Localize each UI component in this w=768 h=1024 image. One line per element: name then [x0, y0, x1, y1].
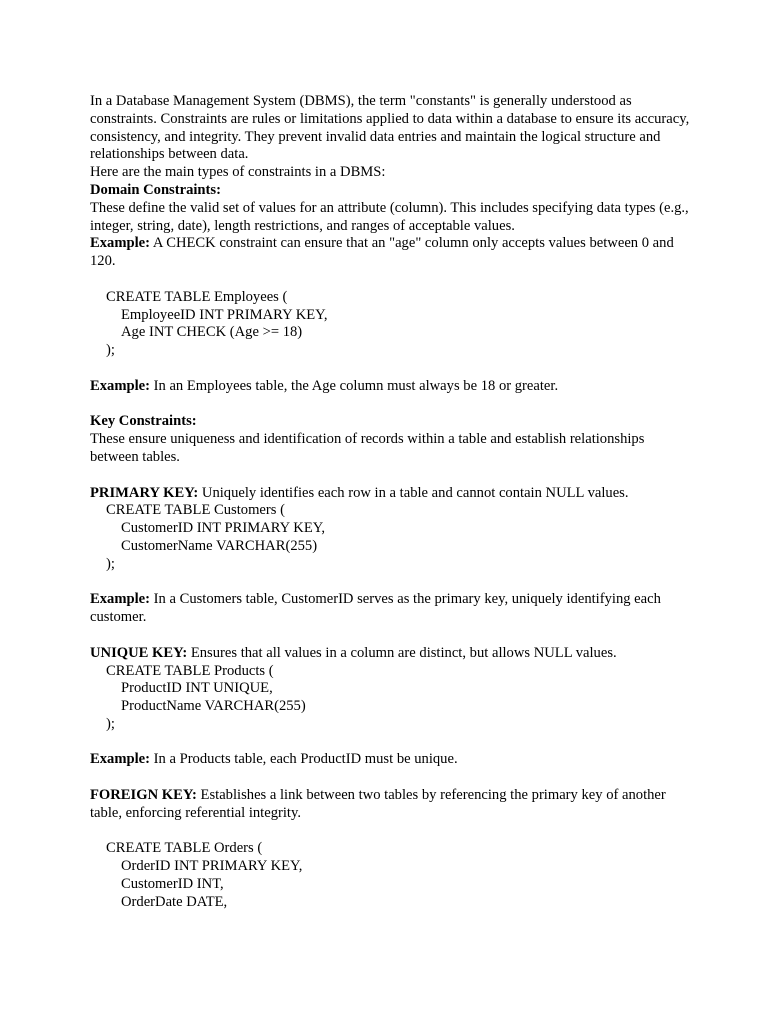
- example-text: In a Customers table, CustomerID serves as the primary key, uniquely identifying each customer.: [90, 591, 661, 626]
- key-constraints-heading: [90, 413, 690, 431]
- code-line: EmployeeID INT PRIMARY KEY,: [121, 306, 328, 323]
- primary-key-definition: [90, 485, 690, 503]
- primary-key-text: Uniquely identifies each row in a table and cannot contain NULL values.: [198, 484, 629, 501]
- example-text: In an Employees table, the Age column must always be 18 or greater.: [150, 377, 559, 394]
- example-text: A CHECK constraint can ensure that an "age" column only accepts values between 0 and 120.: [90, 235, 674, 270]
- constraint-types-intro: Here are the main types of constraints in a DBMS:: [90, 164, 386, 181]
- code-line: CREATE TABLE Customers (: [106, 502, 285, 519]
- code-line: );: [106, 715, 115, 732]
- code-line: CustomerID INT PRIMARY KEY,: [121, 520, 326, 537]
- unique-key-text: Ensures that all values in a column are distinct, but allows NULL values.: [187, 644, 617, 661]
- domain-example-2: [90, 378, 690, 396]
- primary-key-label: PRIMARY KEY:: [90, 484, 199, 501]
- example-label: Example:: [90, 235, 150, 252]
- code-line: CREATE TABLE Employees (: [106, 288, 288, 305]
- code-line: CustomerID INT,: [121, 876, 224, 893]
- spacer: [90, 769, 690, 787]
- spacer: [90, 627, 690, 645]
- code-block-orders: [90, 840, 690, 911]
- domain-example: [90, 235, 690, 271]
- code-line: Age INT CHECK (Age >= 18): [121, 324, 303, 341]
- spacer: [90, 823, 690, 841]
- spacer: [90, 396, 690, 414]
- spacer: [90, 734, 690, 752]
- code-line: CREATE TABLE Products (: [106, 662, 274, 679]
- example-label: Example:: [90, 377, 150, 394]
- code-line: CREATE TABLE Orders (: [106, 840, 263, 857]
- intro-paragraph: In a Database Management System (DBMS), the term "constants" is generally understood as constraints. Constraints are rules or limitations applied to data within a database to ensure its accuracy, consistency, and integrity. They prevent invalid data entries and maintain the logical structure and relationships between data.: [90, 93, 690, 163]
- key-constraints-description: These ensure uniqueness and identification of records within a table and establish relationships between tables.: [90, 431, 645, 465]
- code-line: OrderDate DATE,: [121, 893, 228, 910]
- code-block-employees: [90, 289, 690, 360]
- foreign-key-label: FOREIGN KEY:: [90, 787, 197, 804]
- code-line: CustomerName VARCHAR(255): [121, 537, 318, 554]
- domain-constraints-description: These define the valid set of values for an attribute (column). This includes specifying data types (e.g., integer, string, date), length restrictions, and ranges of acceptable values.: [90, 199, 689, 234]
- code-line: ProductName VARCHAR(255): [121, 698, 306, 715]
- foreign-key-definition: [90, 787, 690, 823]
- spacer: [90, 467, 690, 485]
- spacer: [90, 574, 690, 592]
- primary-key-example: [90, 591, 690, 627]
- spacer: [90, 271, 690, 289]
- example-label: Example:: [90, 591, 150, 608]
- code-block-customers: [90, 502, 690, 573]
- key-heading-text: Key Constraints:: [90, 413, 197, 430]
- unique-key-example: [90, 751, 690, 769]
- code-line: );: [106, 342, 115, 359]
- document-page: [90, 93, 690, 912]
- spacer: [90, 360, 690, 378]
- domain-constraints-heading: [90, 182, 690, 200]
- code-block-products: [90, 663, 690, 734]
- code-line: ProductID INT UNIQUE,: [121, 680, 273, 697]
- example-label: Example:: [90, 751, 150, 768]
- unique-key-label: UNIQUE KEY:: [90, 644, 188, 661]
- unique-key-definition: [90, 645, 690, 663]
- domain-heading-text: Domain Constraints:: [90, 181, 221, 198]
- example-text: In a Products table, each ProductID must be unique.: [150, 751, 458, 768]
- foreign-key-text: Establishes a link between two tables by referencing the primary key of another table, enforcing referential integrity.: [90, 787, 666, 821]
- code-line: );: [106, 555, 115, 572]
- code-line: OrderID INT PRIMARY KEY,: [121, 858, 303, 875]
